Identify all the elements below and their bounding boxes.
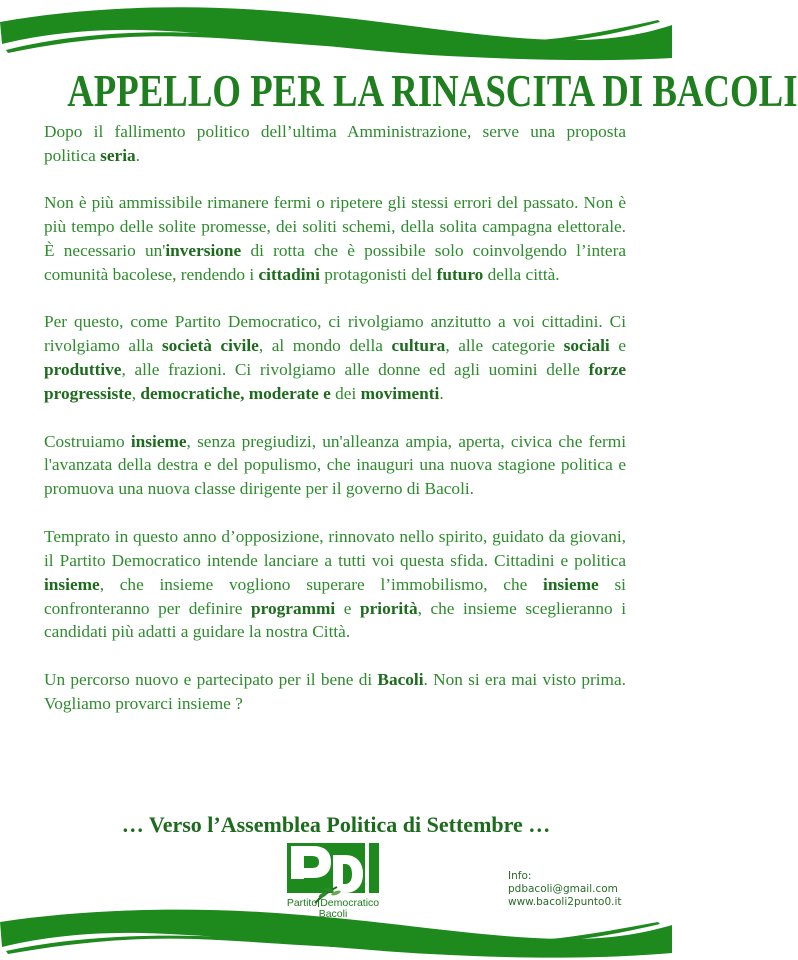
paragraph-text: dei	[330, 384, 361, 404]
appeal-body	[44, 120, 626, 739]
paragraph-text: .	[135, 145, 140, 165]
paragraph	[44, 430, 626, 502]
logo-mark	[287, 843, 379, 893]
logo-name-right: Democratico	[320, 897, 380, 909]
paragraph-text: e	[609, 336, 627, 356]
info-email[interactable]: pdbacoli@gmail.com	[508, 883, 618, 895]
paragraph-text: Costruiamo	[44, 431, 131, 451]
paragraph-text: Temprato in questo anno d’opposizione, rinnovato nello spirito, guidato da giovani, il Partito Democratico intende lanciare a tutti voi questa sfida. Cittadini e politica	[44, 526, 626, 570]
emphasis-text: produttive	[44, 360, 122, 380]
paragraph-text: protagonisti del	[319, 265, 437, 285]
logo-name-left: Partito	[286, 897, 318, 909]
paragraph-text: della città.	[483, 265, 560, 285]
top-wave-band	[0, 7, 672, 60]
paragraph-text: , al mondo della	[258, 336, 392, 356]
paragraph-text: , senza pregiudizi, un'alleanza ampia, aperta, civica che fermi l'avanzata della destra e del populismo, che inauguri una nuova stagione politica e promuova una nuova classe dirigente per il governo di Bacoli.	[44, 431, 626, 499]
paragraph	[44, 310, 626, 406]
slogan: … Verso l’Assemblea Politica di Settembre …	[121, 812, 551, 837]
paragraph-text: Un percorso nuovo e partecipato per il bene di	[44, 669, 378, 689]
info-website[interactable]: www.bacoli2punto0.it	[508, 896, 622, 908]
paragraph	[44, 120, 626, 168]
paragraph-text: ,	[131, 384, 141, 404]
page-title: APPELLO PER LA RINASCITA DI BACOLI	[67, 65, 798, 116]
paragraph-text: Dopo il fallimento politico dell’ultima Amministrazione, serve una proposta politica	[44, 122, 626, 165]
paragraph-text: , alle categorie	[445, 336, 564, 356]
paragraph-text: .	[439, 384, 444, 404]
info-label: Info:	[508, 870, 532, 882]
paragraph-text: . Non si era mai visto prima. Vogliamo provarci insieme ?	[44, 669, 626, 713]
paragraph-text: Per questo, come Partito Democratico, ci rivolgiamo anzitutto a voi cittadini. Ci rivolgiamo alla	[44, 312, 626, 356]
emphasis-text: insieme	[44, 574, 100, 594]
paragraph-text: e	[335, 598, 360, 618]
paragraph-text: , che insieme vogliono superare l’immobilismo, che	[99, 574, 544, 594]
emphasis-text: cittadini	[258, 265, 320, 285]
emphasis-text: seria	[100, 145, 136, 165]
paragraph	[44, 191, 626, 287]
emphasis-text: sociali	[563, 336, 610, 356]
bottom-wave-decoration	[0, 895, 672, 960]
paragraph	[44, 668, 626, 716]
emphasis-text: cultura	[391, 336, 446, 356]
emphasis-text: movimenti	[360, 384, 440, 404]
paragraph-text: , alle frazioni. Ci rivolgiamo alle donne ed agli uomini delle	[121, 360, 589, 380]
emphasis-text: insieme	[130, 431, 187, 451]
emphasis-text: inversione	[165, 241, 242, 261]
paragraph	[44, 525, 626, 645]
top-wave-decoration	[0, 0, 672, 70]
paragraph-text: si confronteranno per definire	[44, 574, 626, 618]
bottom-wave-band	[0, 910, 672, 958]
emphasis-text: insieme	[543, 574, 599, 594]
emphasis-text: forze progressiste	[44, 360, 626, 404]
emphasis-text: società civile	[161, 336, 259, 356]
emphasis-text: democratiche, moderate e	[140, 384, 331, 404]
paragraph-text: , che insieme sceglieranno i candidati più adatti a guidare la nostra Città.	[44, 598, 627, 642]
emphasis-text: programmi	[251, 598, 336, 618]
emphasis-text: Bacoli	[377, 669, 424, 689]
paragraph-text: di rotta che è possibile solo coinvolgendo l’intera comunità bacolese, rendendo i	[44, 241, 626, 285]
emphasis-text: futuro	[436, 265, 484, 285]
emphasis-text: priorità	[360, 598, 418, 618]
paragraph-text: Non è più ammissibile rimanere fermi o ripetere gli stessi errori del passato. Non è più tempo delle solite promesse, dei soliti schemi, della solita campagna elettorale. È necessario un'	[44, 193, 626, 261]
logo-place: Bacoli	[318, 908, 348, 920]
